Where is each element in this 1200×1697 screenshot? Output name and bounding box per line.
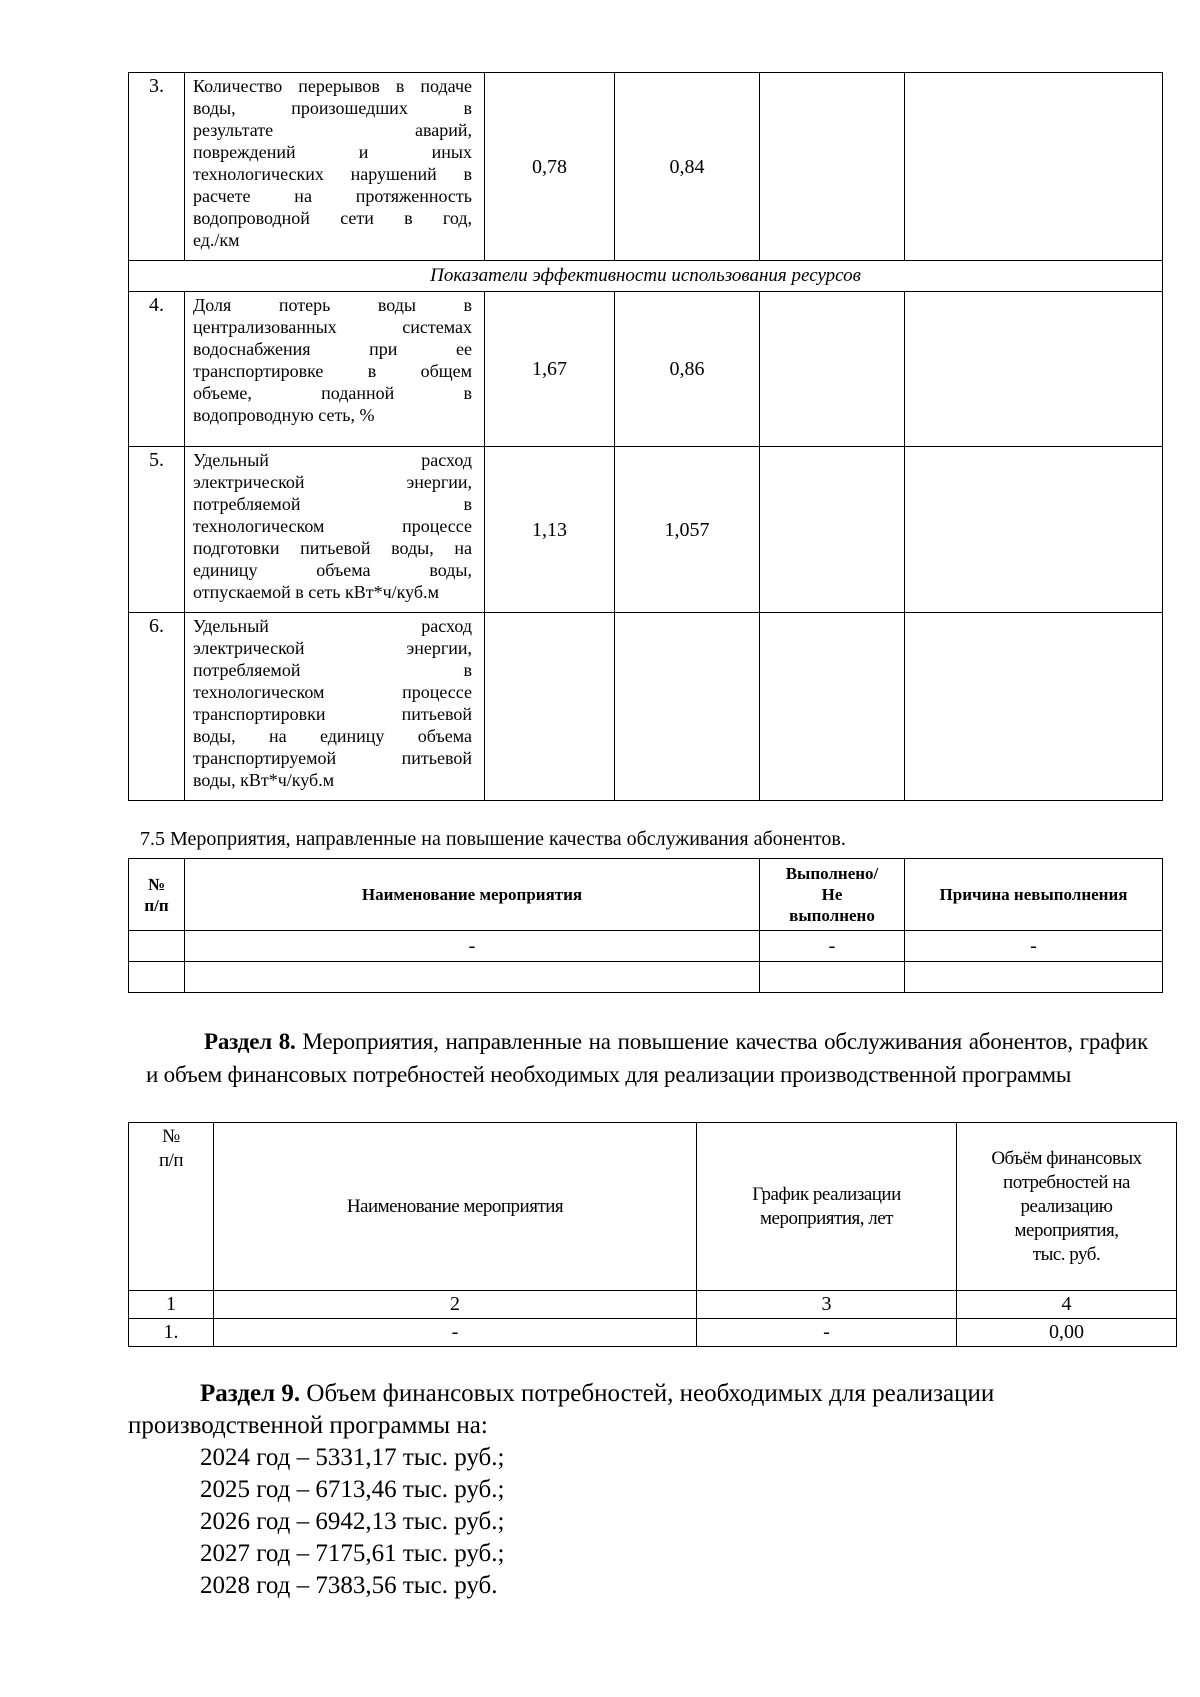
- value-cell: [760, 447, 905, 613]
- header-line: Объём финансовых: [991, 1147, 1142, 1169]
- value-cell: [905, 447, 1163, 613]
- column-header-volume: [957, 1123, 1177, 1291]
- indicator-line: воды, кВт*ч/куб.м: [193, 770, 335, 790]
- indicator-line: технологических нарушений в: [193, 164, 472, 184]
- indicator-name: [185, 292, 485, 447]
- table-row: [129, 962, 1163, 993]
- list-item: 2028 год – 7383,56 тыс. руб.: [200, 1572, 498, 1599]
- subsection-caption: 7.5 Мероприятия, направленные на повышение качества обслуживания абонентов.: [140, 828, 846, 850]
- indicators-table: [128, 72, 1163, 801]
- indicator-line: водопроводную сеть, %: [193, 405, 375, 425]
- indicator-line: транспортировке в общем: [193, 361, 472, 381]
- indicator-line: Удельный расход: [193, 450, 472, 470]
- indicator-line: Удельный расход: [193, 616, 472, 636]
- value-cell: [905, 73, 1163, 261]
- column-header-reason: Причина невыполнения: [905, 859, 1163, 931]
- value-cell: 1,67: [485, 292, 615, 447]
- row-number: 4.: [129, 292, 185, 447]
- subscriber-measures-table: [128, 858, 1163, 993]
- header-line: реализацию: [1020, 1195, 1113, 1217]
- value-cell: [760, 73, 905, 261]
- row-number: 5.: [129, 447, 185, 613]
- table-cell: [129, 931, 185, 962]
- column-header-name: Наименование мероприятия: [214, 1123, 697, 1291]
- row-number: 3.: [129, 73, 185, 261]
- indicator-line: транспортировки питьевой: [193, 704, 472, 724]
- table-cell: 3: [697, 1291, 957, 1319]
- table-cell: [760, 962, 905, 993]
- value-cell: 1,13: [485, 447, 615, 613]
- section-label: Раздел 9.: [200, 1380, 301, 1407]
- list-item: 2024 год – 5331,17 тыс. руб.;: [200, 1444, 505, 1471]
- indicator-line: повреждений и иных: [193, 142, 472, 162]
- table-cell: 0,00: [957, 1319, 1177, 1347]
- indicator-line: водоснабжения при ее: [193, 339, 472, 359]
- table-cell: [905, 962, 1163, 993]
- indicator-line: результате аварий,: [193, 120, 472, 140]
- header-line: потребностей на: [1003, 1171, 1130, 1193]
- indicator-line: электрической энергии,: [193, 638, 472, 658]
- indicator-line: расчете на протяженность: [193, 186, 472, 206]
- indicator-line: технологическом процессе: [193, 516, 472, 536]
- indicator-line: воды, на единицу объема: [193, 726, 472, 746]
- table-cell: [129, 962, 185, 993]
- indicator-line: объеме, поданной в: [193, 383, 472, 403]
- section-9-heading: [128, 1378, 1128, 1442]
- header-line: №: [147, 874, 166, 894]
- header-line: №: [162, 1126, 180, 1147]
- list-item: 2027 год – 7175,61 тыс. руб.;: [200, 1540, 505, 1567]
- header-line: выполнено: [789, 906, 875, 925]
- financial-needs-table: [128, 1122, 1177, 1347]
- indicator-line: Доля потерь воды в: [193, 295, 472, 315]
- header-line: Выполнено/: [785, 864, 879, 883]
- column-header-number: [129, 1123, 214, 1291]
- header-line: мероприятия,: [1014, 1219, 1119, 1241]
- header-line: п/п: [158, 1150, 184, 1171]
- column-header-number: [129, 859, 185, 931]
- section-row: [129, 261, 1163, 292]
- table-row: [129, 931, 1163, 962]
- list-item: 2026 год – 6942,13 тыс. руб.;: [200, 1508, 505, 1535]
- section-8-heading: [146, 1025, 1148, 1091]
- indicator-line: ед./км: [193, 230, 240, 250]
- table-cell: -: [760, 931, 905, 962]
- table-cell: -: [214, 1319, 697, 1347]
- table-cell: 4: [957, 1291, 1177, 1319]
- table-row: [129, 613, 1163, 801]
- value-cell: 0,78: [485, 73, 615, 261]
- value-cell: [760, 613, 905, 801]
- indicator-line: единицу объема воды,: [193, 560, 472, 580]
- indicator-line: транспортируемой питьевой: [193, 748, 472, 768]
- indicator-line: электрической энергии,: [193, 472, 472, 492]
- value-cell: 0,86: [615, 292, 760, 447]
- indicator-line: воды, произошедших в: [193, 98, 472, 118]
- section-label: Раздел 8.: [204, 1029, 296, 1054]
- indicator-name: [185, 613, 485, 801]
- table-row: [129, 292, 1163, 447]
- column-header-name: Наименование мероприятия: [185, 859, 760, 931]
- table-row: [129, 447, 1163, 613]
- value-cell: [615, 613, 760, 801]
- indicator-line: подготовки питьевой воды, на: [193, 538, 472, 558]
- indicator-line: водопроводной сети в год,: [193, 208, 472, 228]
- indicator-line: централизованных системах: [193, 317, 472, 337]
- value-cell: [485, 613, 615, 801]
- indicator-line: потребляемой в: [193, 660, 472, 680]
- indicator-line: потребляемой в: [193, 494, 472, 514]
- indicator-line: отпускаемой в сеть кВт*ч/куб.м: [193, 582, 439, 602]
- header-line: п/п: [144, 895, 169, 915]
- table-cell: -: [185, 931, 760, 962]
- value-cell: [905, 613, 1163, 801]
- table-cell: [185, 962, 760, 993]
- value-cell: [760, 292, 905, 447]
- table-cell: 1.: [129, 1319, 214, 1347]
- value-cell: 1,057: [615, 447, 760, 613]
- header-line: мероприятия, лет: [760, 1207, 893, 1229]
- header-line: Не: [821, 885, 843, 904]
- section-9: [128, 1378, 1128, 1602]
- indicator-line: Количество перерывов в подаче: [193, 76, 472, 96]
- value-cell: 0,84: [615, 73, 760, 261]
- value-cell: [905, 292, 1163, 447]
- indicator-name: [185, 447, 485, 613]
- header-line: тыс. руб.: [1032, 1243, 1101, 1265]
- section-text: Объем финансовых потребностей, необходимых для реализации производственной программы на:: [128, 1380, 995, 1439]
- table-header-row: [129, 859, 1163, 931]
- header-line: График реализации: [752, 1183, 901, 1205]
- column-header-schedule: [697, 1123, 957, 1291]
- table-cell: 2: [214, 1291, 697, 1319]
- indicator-name: [185, 73, 485, 261]
- table-cell: 1: [129, 1291, 214, 1319]
- column-header-done: [760, 859, 905, 931]
- column-index-row: [129, 1291, 1177, 1319]
- table-row: [129, 1319, 1177, 1347]
- list-item: 2025 год – 6713,46 тыс. руб.;: [200, 1476, 505, 1503]
- table-header-row: [129, 1123, 1177, 1291]
- section-text: Мероприятия, направленные на повышение качества обслуживания абонентов, график и объем финансовых потребностей необходимых для реализации производственной программы: [146, 1029, 1148, 1087]
- row-number: 6.: [129, 613, 185, 801]
- table-row: [129, 73, 1163, 261]
- indicator-line: технологическом процессе: [193, 682, 472, 702]
- table-cell: -: [697, 1319, 957, 1347]
- table-cell: -: [905, 931, 1163, 962]
- section-title: Показатели эффективности использования ресурсов: [129, 261, 1163, 292]
- yearly-financial-list: [128, 1442, 1128, 1602]
